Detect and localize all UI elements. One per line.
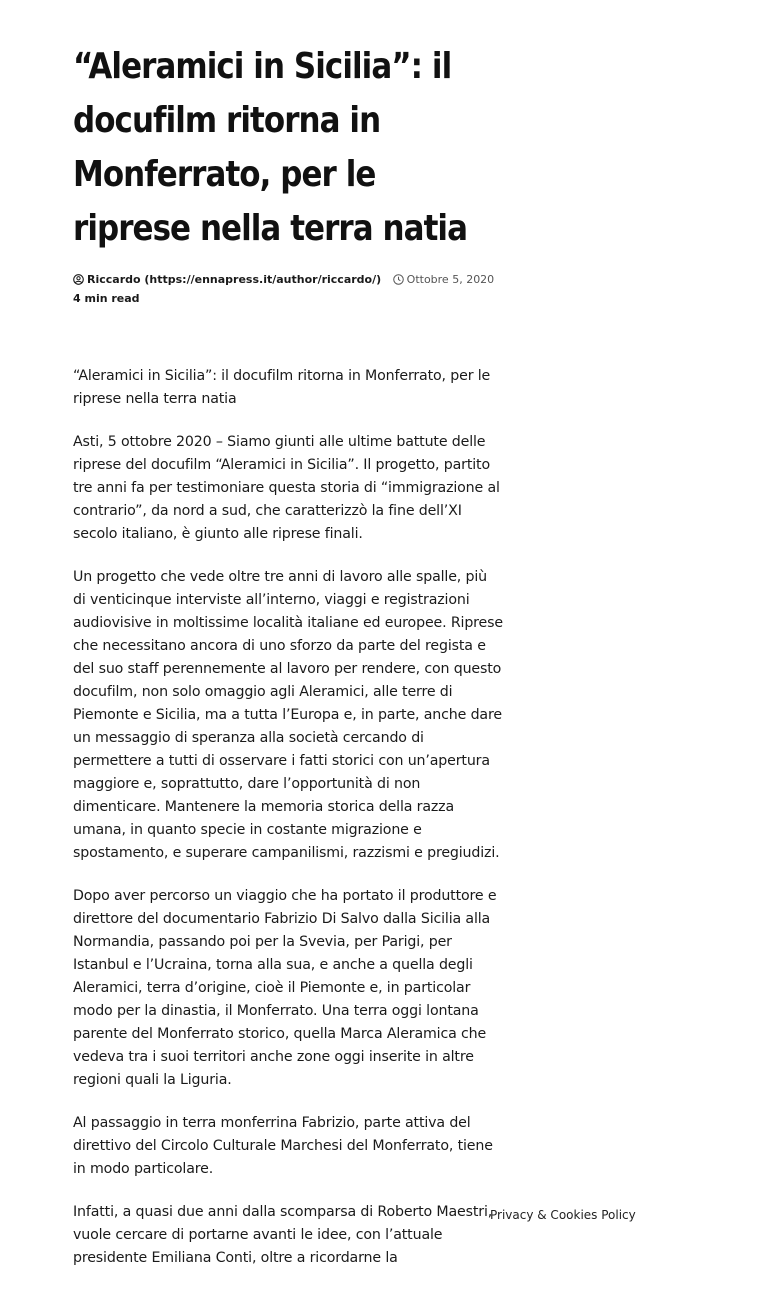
author-link[interactable]: Riccardo (https://ennapress.it/author/riccardo/) bbox=[87, 273, 382, 286]
paragraph: “Aleramici in Sicilia”: il docufilm ritorna in Monferrato, per le riprese nella terra natia bbox=[73, 368, 491, 407]
publish-date-wrap bbox=[393, 273, 495, 286]
user-circle-icon bbox=[73, 273, 84, 290]
paragraph: Dopo aver percorso un viaggio che ha portato il produttore e direttore del documentario Fabrizio Di Salvo dalla Sicilia alla Normandia, passando poi per la Svevia, per Parigi, per Istanbul e l’Ucraina, torna alla sua, e anche a quella degli Aleramici, terra d’origine, cioè il Piemonte e, in particolar modo per la dinastia, il Monferrato. Una terra oggi lontana parente del Monferrato storico, quella Marca Aleramica che vedeva tra i suoi territori anche zone oggi inserite in altre regioni quali la Liguria. bbox=[73, 888, 497, 1088]
article bbox=[73, 40, 513, 1290]
article-meta bbox=[73, 271, 513, 307]
paragraph: Un progetto che vede oltre tre anni di lavoro alle spalle, più di venticinque interviste all’interno, viaggi e registrazioni audiovisive in moltissime località italiane ed europee. Riprese che necessitano ancora di uno sforzo da parte del regista e del suo staff perennemente al lavoro per rendere, con questo docufilm, non solo omaggio agli Aleramici, alle terre di Piemonte e Sicilia, ma a tutta l’Europa e, in parte, anche dare un messaggio di speranza alla società cercando di permettere a tutti di osservare i fatti storici con un’apertura maggiore e, soprattutto, dare l’opportunità di non dimenticare. Mantenere la memoria storica della razza umana, in quanto specie in costante migrazione e spostamento, e superare campanilismi, razzismi e pregiudizi. bbox=[73, 569, 503, 861]
article-title: “Aleramici in Sicilia”: il docufilm ritorna in Monferrato, per le riprese nella terra natia bbox=[73, 46, 468, 249]
paragraph: Asti, 5 ottobre 2020 – Siamo giunti alle ultime battute delle riprese del docufilm “Aleramici in Sicilia”. Il progetto, partito tre anni fa per testimoniare questa storia di “immigrazione al contrario”, da nord a sud, che caratterizzò la fine dell’XI secolo italiano, è giunto alle riprese finali. bbox=[73, 434, 500, 542]
article-body bbox=[73, 365, 503, 1270]
read-time: 4 min read bbox=[73, 292, 140, 305]
paragraph: Infatti, a quasi due anni dalla scomparsa di Roberto Maestri, vuole cercare di portarne avanti le idee, con l’attuale presidente Emiliana Conti, oltre a ricordarne la bbox=[73, 1204, 493, 1266]
privacy-cookies-link[interactable]: Privacy & Cookies Policy bbox=[490, 1208, 636, 1222]
publish-date: Ottobre 5, 2020 bbox=[406, 273, 495, 286]
clock-icon bbox=[393, 273, 404, 290]
paragraph: Al passaggio in terra monferrina Fabrizio, parte attiva del direttivo del Circolo Culturale Marchesi del Monferrato, tiene in modo particolare. bbox=[73, 1115, 493, 1177]
